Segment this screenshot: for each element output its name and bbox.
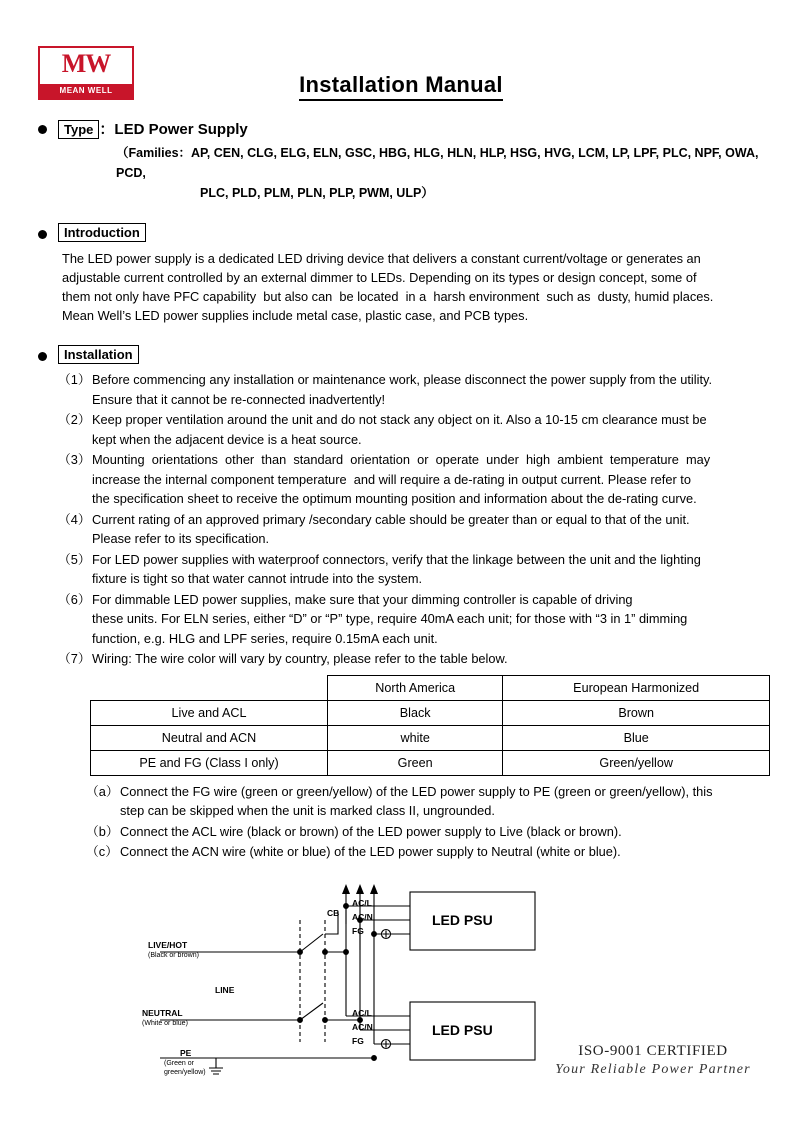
item-line: fixture is tight so that water cannot intrude into the system. bbox=[92, 571, 423, 586]
diagram-label-fg-1: FG bbox=[352, 925, 364, 936]
table-cell: Brown bbox=[503, 700, 770, 725]
sub-item-line: Connect the ACN wire (white or blue) of the LED power supply to Neutral (white or blue). bbox=[120, 844, 621, 859]
logo-mark-text: MW bbox=[61, 49, 111, 78]
item-number: （7） bbox=[58, 651, 91, 666]
table-cell: Green/yellow bbox=[503, 750, 770, 775]
item-line: Current rating of an approved primary /secondary cable should be greater than or equal to that of the unit. bbox=[92, 511, 690, 527]
sub-item-line: step can be skipped when the unit is marked class II, ungrounded. bbox=[120, 803, 495, 818]
logo-company-name: MEAN WELL bbox=[40, 84, 132, 98]
diagram-label-live-sub: (Black or brown) bbox=[148, 951, 199, 959]
families-line-2: PLC, PLD, PLM, PLN, PLP, PWM, ULP） bbox=[200, 186, 434, 200]
list-item bbox=[58, 649, 772, 669]
list-item bbox=[58, 370, 772, 409]
list-item bbox=[58, 450, 772, 509]
families-label: （Families： bbox=[116, 146, 192, 160]
item-number: （6） bbox=[58, 591, 91, 607]
table-cell: Neutral and ACN bbox=[91, 725, 328, 750]
item-number: （3） bbox=[58, 452, 91, 467]
item-line: Please refer to its specification. bbox=[92, 531, 270, 546]
diagram-label-cb: CB bbox=[327, 907, 340, 918]
list-item bbox=[86, 822, 772, 842]
item-number: （1） bbox=[58, 372, 91, 387]
diagram-label-acn-2: AC/N bbox=[352, 1021, 373, 1032]
type-value: LED Power Supply bbox=[114, 121, 248, 138]
type-section bbox=[0, 118, 802, 139]
bullet-icon bbox=[38, 125, 47, 134]
item-line: Ensure that it cannot be re-connected inadvertently! bbox=[92, 391, 386, 407]
list-item bbox=[86, 782, 772, 821]
type-separator: ： bbox=[99, 121, 115, 138]
table-cell: Live and ACL bbox=[91, 700, 328, 725]
table-cell: Black bbox=[328, 700, 503, 725]
item-line: For LED power supplies with waterproof connectors, verify that the linkage between the unit and the lighting bbox=[92, 551, 701, 567]
bullet-icon bbox=[38, 352, 47, 361]
table-row bbox=[91, 700, 770, 725]
sub-item-number: （a） bbox=[86, 783, 119, 799]
list-item bbox=[58, 590, 772, 649]
introduction-line-4: Mean Well’s LED power supplies include metal case, plastic case, and PCB types. bbox=[62, 308, 529, 323]
item-line: For dimmable LED power supplies, make sure that your dimming controller is capable of driving bbox=[92, 591, 633, 607]
families-line-1: AP, CEN, CLG, ELG, ELN, GSC, HBG, HLG, HLN, HLP, HSG, HVG, LCM, LP, LPF, PLC, NPF, OWA, PCD, bbox=[116, 146, 759, 180]
item-line: increase the internal component temperature and will require a de-rating in output current. Please refer to bbox=[92, 471, 691, 487]
type-families bbox=[0, 143, 802, 203]
installation-section bbox=[0, 345, 802, 364]
introduction-line-3: them not only have PFC capability but also can be located in a harsh environment such as dusty, humid places. bbox=[62, 289, 714, 304]
page-title-text: Installation Manual bbox=[299, 72, 503, 101]
diagram-label-acl-2: AC/L bbox=[352, 1007, 372, 1018]
introduction-section bbox=[0, 223, 802, 242]
table-header-cell-north-america: North America bbox=[328, 675, 503, 700]
list-item bbox=[58, 550, 772, 589]
item-line: Mounting orientations other than standard orientation or operate under high ambient temperature may bbox=[92, 452, 711, 467]
iso-certification-text: ISO-9001 CERTIFIED bbox=[578, 1043, 728, 1059]
document-footer bbox=[538, 1043, 768, 1078]
introduction-heading: Introduction bbox=[58, 223, 146, 242]
diagram-psu-1: LED PSU bbox=[432, 911, 493, 928]
sub-item-number: （c） bbox=[86, 844, 118, 859]
item-number: （2） bbox=[58, 412, 91, 427]
document-header bbox=[0, 0, 802, 97]
introduction-line-2: adjustable current controlled by an external dimmer to LEDs. Depending on its types or design concept, some of bbox=[62, 270, 697, 285]
item-line: kept when the adjacent device is a heat source. bbox=[92, 431, 362, 447]
diagram-label-acl-1: AC/L bbox=[352, 897, 372, 908]
diagram-psu-2: LED PSU bbox=[432, 1021, 493, 1038]
diagram-label-line: LINE bbox=[215, 984, 235, 995]
table-header-row bbox=[91, 675, 770, 700]
table-cell: Green bbox=[328, 750, 503, 775]
item-number: （4） bbox=[58, 511, 91, 527]
table-cell: white bbox=[328, 725, 503, 750]
sub-item-line: Connect the FG wire (green or green/yellow) of the LED power supply to PE (green or green/yellow), this bbox=[120, 783, 713, 799]
item-line: Wiring: The wire color will vary by country, please refer to the table below. bbox=[92, 651, 508, 666]
list-item bbox=[58, 410, 772, 449]
introduction-paragraph bbox=[0, 249, 802, 325]
item-line: function, e.g. HLG and LPF series, require 0.15mA each unit. bbox=[92, 630, 438, 646]
diagram-label-neutral: NEUTRAL bbox=[142, 1007, 183, 1018]
diagram-label-pe-sub-1: (Green or bbox=[164, 1059, 194, 1067]
company-slogan: Your Reliable Power Partner bbox=[555, 1062, 751, 1077]
table-cell: PE and FG (Class I only) bbox=[91, 750, 328, 775]
table-header-cell-blank bbox=[91, 675, 328, 700]
table-row bbox=[91, 725, 770, 750]
list-item bbox=[58, 510, 772, 549]
diagram-label-acn-1: AC/N bbox=[352, 911, 373, 922]
sub-item-line: Connect the ACL wire (black or brown) of the LED power supply to Live (black or brown). bbox=[120, 823, 622, 839]
page-title bbox=[0, 72, 802, 98]
bullet-icon bbox=[38, 230, 47, 239]
list-item bbox=[86, 842, 772, 862]
installation-sub-items bbox=[0, 782, 802, 862]
document-body bbox=[0, 118, 802, 1087]
diagram-label-neutral-sub: (White or blue) bbox=[142, 1019, 188, 1027]
diagram-label-live: LIVE/HOT bbox=[148, 939, 188, 950]
diagram-label-fg-2: FG bbox=[352, 1035, 364, 1046]
item-line: the specification sheet to receive the optimum mounting position and information about the de-rating curve. bbox=[92, 491, 697, 506]
item-line: these units. For ELN series, either “D” or “P” type, require 40mA each unit; for those with “3 in 1” dimming bbox=[92, 611, 688, 626]
introduction-line-1: The LED power supply is a dedicated LED driving device that delivers a constant current/voltage or generates an bbox=[62, 251, 701, 266]
table-row bbox=[91, 750, 770, 775]
sub-item-number: （b） bbox=[86, 823, 119, 839]
diagram-label-pe-sub-2: green/yellow) bbox=[164, 1068, 206, 1076]
installation-items bbox=[0, 370, 802, 669]
table-cell: Blue bbox=[503, 725, 770, 750]
installation-heading: Installation bbox=[58, 345, 139, 364]
table-header-cell-european: European Harmonized bbox=[503, 675, 770, 700]
diagram-label-pe: PE bbox=[180, 1047, 192, 1058]
item-number: （5） bbox=[58, 551, 91, 567]
item-line: Before commencing any installation or maintenance work, please disconnect the power supply from the utility. bbox=[92, 372, 713, 387]
wire-color-table bbox=[90, 675, 770, 776]
type-label: Type bbox=[58, 120, 99, 139]
item-line: Keep proper ventilation around the unit and do not stack any object on it. Also a 10-15 cm clearance must be bbox=[92, 412, 707, 427]
